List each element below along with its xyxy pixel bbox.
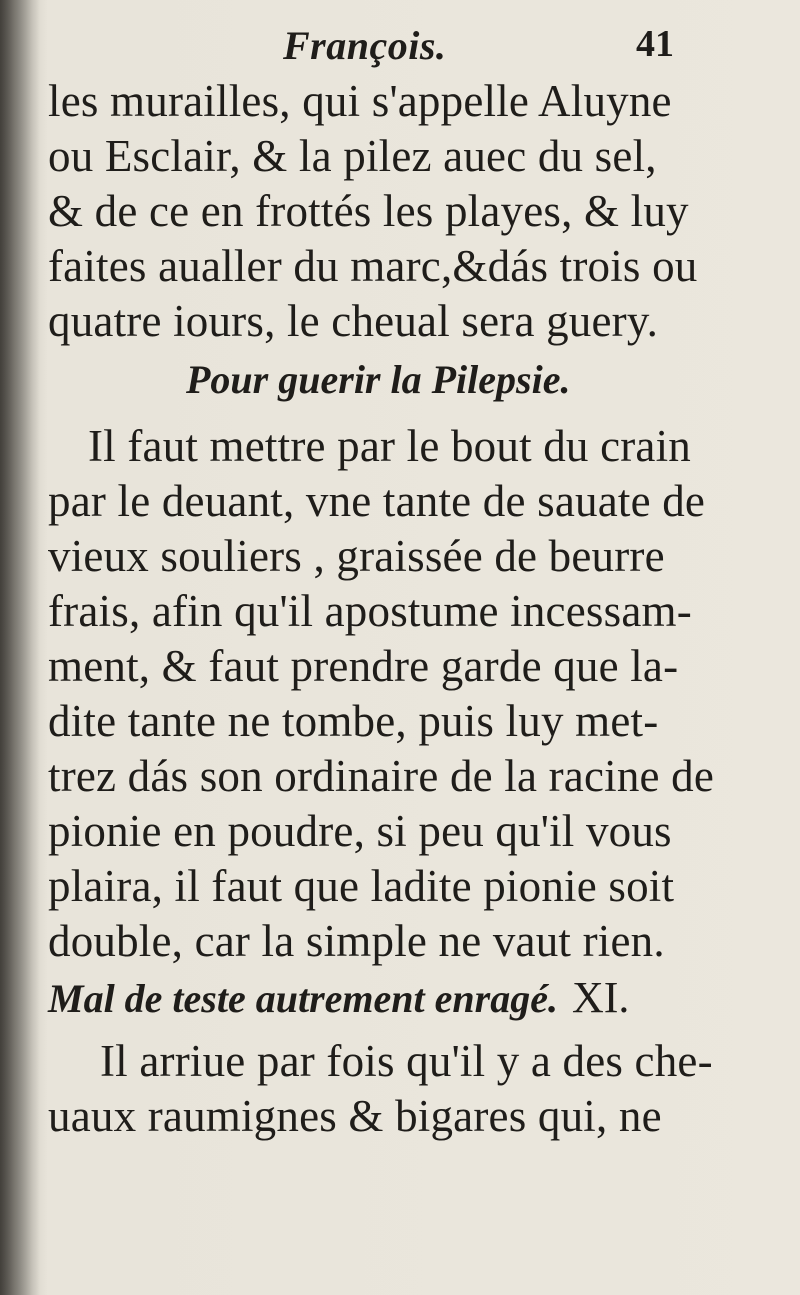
section-heading-text: Mal de teste autrement enragé. (48, 976, 558, 1021)
text-line: trez dás son ordinaire de la racine de (48, 751, 715, 801)
text-line: Il arriue par fois qu'il y a des che- (100, 1036, 713, 1086)
running-head (0, 14, 800, 74)
text-line: plaira, il faut que ladite pionie soit (48, 861, 675, 911)
page-number: 41 (636, 23, 674, 65)
text-line: quatre iours, le cheual sera guery. (48, 296, 659, 346)
text-line: uaux raumignes & bigares qui, ne (48, 1091, 662, 1141)
section-heading (48, 972, 629, 1023)
text-line: ou Esclair, & la pilez auec du sel, (48, 131, 657, 181)
text-line: & de ce en frottés les playes, & luy (48, 186, 689, 236)
text-line: pionie en poudre, si peu qu'il vous (48, 806, 672, 856)
text-line: ment, & faut prendre garde que la- (48, 641, 679, 691)
section-heading: Pour guerir la Pilepsie. (186, 357, 571, 402)
text-line: double, car la simple ne vaut rien. (48, 916, 665, 966)
text-line: vieux souliers , graissée de beurre (48, 531, 665, 581)
text-line: les murailles, qui s'appelle Aluyne (48, 76, 672, 126)
page-gutter-shadow (0, 0, 40, 1295)
text-line: Il faut mettre par le bout du crain (88, 421, 692, 471)
text-line: faites aualler du marc,&dás trois ou (48, 241, 698, 291)
text-line: par le deuant, vne tante de sauate de (48, 476, 706, 526)
section-numeral: XI. (571, 973, 630, 1022)
running-title: François. (283, 23, 447, 68)
text-line: frais, afin qu'il apostume incessam- (48, 586, 692, 636)
text-line: dite tante ne tombe, puis luy met- (48, 696, 659, 746)
